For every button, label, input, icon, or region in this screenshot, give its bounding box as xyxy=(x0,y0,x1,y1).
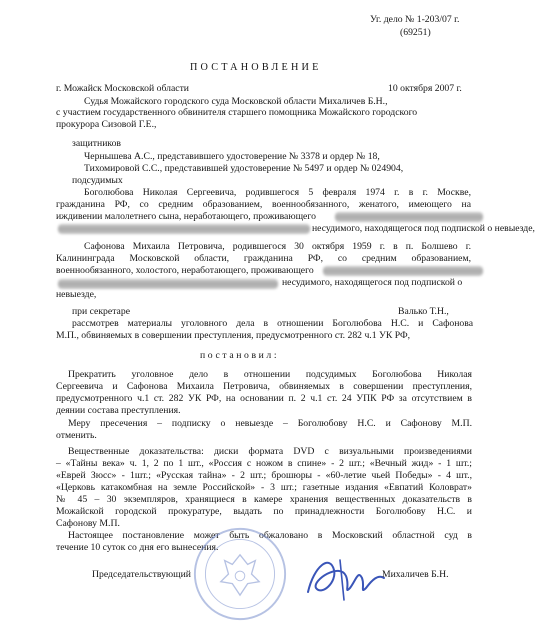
paragraph-line: – «Тайны века» ч. 1, 2 по 1 шт., «Россия с ножом в спине» - 2 шт.; «Вечный жид» - 1 шт.; xyxy=(56,458,472,469)
paragraph-line: «Еврей Зюсс» - 1шт.; «Русская тайна» - 2 шт.; брошюры - «60-летие чьей Победы» - 4 шт., xyxy=(56,470,472,481)
intro-line: с участием государственного обвинителя старшего помощника Можайского городского xyxy=(56,107,418,118)
paragraph-line: течение 10 суток со дня его вынесения. xyxy=(56,542,219,553)
defendant1-line: иждивении малолетнего сына, неработающего, проживающего xyxy=(56,211,316,222)
court-seal-stamp xyxy=(192,526,288,622)
secretary-name: Валько Т.Н., xyxy=(398,306,449,317)
paragraph-line: Сафонову М.П. xyxy=(56,518,120,529)
secretary-label: при секретаре xyxy=(72,306,130,317)
signature-role: Председательствующий xyxy=(92,569,191,580)
handwritten-signature xyxy=(300,548,390,604)
defendant1-line: несудимого, находящегося под подпиской о невыезде, xyxy=(312,223,535,234)
intro-line: Тихомировой С.С., представившей удостоверение № 5497 и ордер № 024904, xyxy=(84,163,404,174)
redacted-address xyxy=(58,224,310,234)
intro-line: защитников xyxy=(72,138,122,149)
considered-line: рассмотрев материалы уголовного дела в отношении Боголюбова Н.С. и Сафонова xyxy=(72,318,473,329)
paragraph-line: Прекратить уголовное дело в отношении подсудимых Боголюбова Николая xyxy=(68,369,472,380)
intro-line: Чернышева А.С., представившего удостоверение № 3378 и ордер № 18, xyxy=(84,151,380,162)
paragraph-line: Можайской городской прокуратуре, выдать по принадлежности Боголюбову Н.С. и xyxy=(56,506,472,517)
redacted-address xyxy=(323,266,483,276)
intro-line: Судья Можайского городского суда Московской области Михаличев Б.Н., xyxy=(84,96,388,107)
intro-line: прокурора Сизовой Г.Е., xyxy=(56,119,157,130)
paragraph-line: Меру пресечения – подписку о невыезде – Боголюбову Н.С. и Сафонову М.П. xyxy=(68,418,472,429)
considered-line: М.П., обвиняемых в совершении преступления, предусмотренного ст. 282 ч.1 УК РФ, xyxy=(56,330,411,341)
defendant2-line: несудимого, находящегося под подпиской о xyxy=(282,277,463,288)
document-title: ПОСТАНОВЛЕНИЕ xyxy=(190,62,322,73)
paragraph-line: Вещественные доказательства: диски формата DVD с визуальными произведениями xyxy=(68,446,472,457)
intro-line: подсудимых xyxy=(72,175,123,186)
place: г. Можайск Московской области xyxy=(56,83,189,94)
defendant1-line: Боголюбова Николая Сергеевича, родившегося 5 февраля 1974 г. в г. Москве, xyxy=(84,187,471,198)
signature-name: Михаличев Б.Н. xyxy=(382,569,449,580)
defendant2-line: Калининграда Московской области, гражданина РФ, со средним образованием, xyxy=(56,253,471,264)
paragraph-line: отменить. xyxy=(56,430,97,441)
resolution-heading: постановил: xyxy=(200,350,280,361)
case-subnumber: (69251) xyxy=(400,27,431,38)
paragraph-line: деянии состава преступления. xyxy=(56,405,181,416)
redacted-address xyxy=(58,279,278,289)
redacted-address xyxy=(335,212,483,222)
paragraph-line: Настоящее постановление может быть обжаловано в Московский областной суд в xyxy=(68,530,472,541)
defendant1-line: гражданина РФ, со средним образованием, военнообязанного, женатого, имеющего на xyxy=(56,199,471,210)
defendant2-line: военнообязанного, холостого, неработающего, проживающего xyxy=(56,265,314,276)
defendant2-line: невыезде, xyxy=(56,289,97,300)
document-date: 10 октября 2007 г. xyxy=(388,83,462,94)
paragraph-line: предусмотренного ч.1 ст. 282 УК РФ, на основании п. 2 ч.1 ст. 24 УПК РФ за отсутствием в xyxy=(56,393,472,404)
paragraph-line: Сергеевича и Сафонова Михаила Петровича, обвиняемых в совершении преступления, xyxy=(56,381,472,392)
paragraph-line: «Церковь катакомбная на земле Российской» - 3 шт.; газетные издания «Евпатий Коловрат» xyxy=(56,482,472,493)
defendant2-line: Сафонова Михаила Петровича, родившегося 30 октября 1959 г. в п. Болшево г. xyxy=(84,241,471,252)
case-number: Уг. дело № 1-203/07 г. xyxy=(370,14,460,25)
paragraph-line: № 45 – 30 экземпляров, хранящиеся в камере хранения вещественных доказательств в xyxy=(56,494,472,505)
